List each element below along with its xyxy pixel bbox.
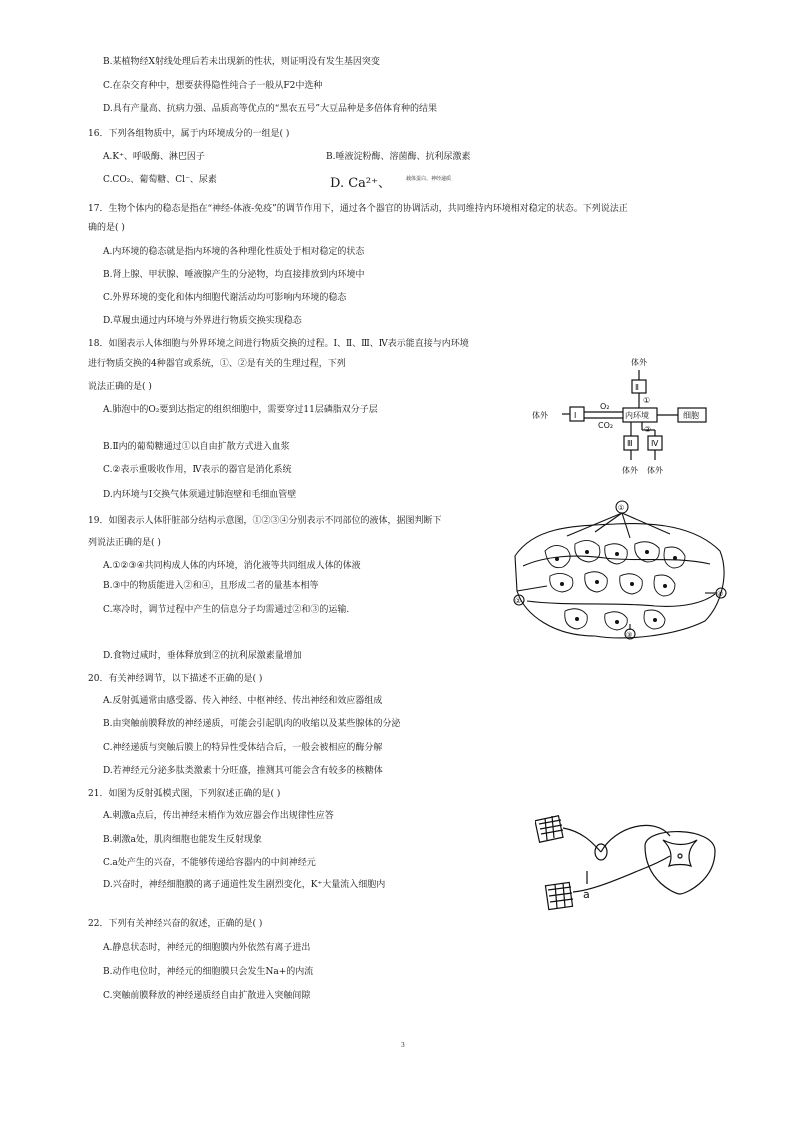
q22-option-a: A.静息状态时，神经元的细胞膜内外依然有离子进出	[103, 943, 311, 953]
fig18-box-1	[570, 407, 584, 421]
q15-option-d: D.具有产量高、抗病力强、品质高等优点的“黑农五号”大豆品种是多倍体育种的结果	[103, 104, 437, 114]
fig19-label-3: ③	[626, 631, 633, 639]
q17-option-b: B.肾上腺、甲状腺、唾液腺产生的分泌物，均直接排放到内环境中	[103, 270, 365, 280]
q20-option-d: D.若神经元分泌多肽类激素十分旺盛，推测其可能会含有较多的核糖体	[103, 766, 383, 776]
fig18-box-3-label: Ⅲ	[627, 439, 633, 448]
fig18-cell: 细胞	[683, 411, 699, 420]
q22-option-b: B.动作电位时，神经元的细胞膜只会发生Na+的内流	[103, 967, 314, 977]
fig18-outside-top: 体外	[631, 358, 647, 367]
fig18-p2: ②	[644, 425, 652, 434]
fig18-box-1-label: Ⅰ	[574, 411, 577, 420]
q17-option-d: D.草履虫通过内环境与外界进行物质交换实现稳态	[103, 316, 302, 326]
fig18-box-4-label: Ⅳ	[651, 439, 659, 448]
fig18-outside-bottom-2: 体外	[647, 466, 663, 475]
q18-stem: 18．如图表示人体细胞与外界环境之间进行物质交换的过程。Ⅰ、Ⅱ、Ⅲ、Ⅳ表示能直接与内环境	[88, 339, 469, 349]
q21-option-a: A.刺激a点后，传出神经末梢作为效应器会作出规律性应答	[103, 811, 334, 821]
q16-option-a: A.K⁺、呼吸酶、淋巴因子	[103, 152, 205, 162]
q18-option-c: C.②表示重吸收作用，Ⅳ表示的器官是消化系统	[103, 465, 292, 475]
fig21-muscle-top	[535, 816, 563, 843]
fig21-reflex-arc	[535, 806, 725, 916]
fig21-muscle-bottom	[545, 882, 573, 909]
fig18-outside-left: 体外	[532, 411, 548, 420]
q19-option-b: B.③中的物质能进入②和④，且形成二者的量基本相等	[103, 581, 319, 591]
q15-option-c: C.在杂交育种中，想要获得隐性纯合子一般从F2中选种	[103, 81, 323, 91]
q19-option-a: A.①②③④共同构成人体的内环境，消化液等共同组成人体的体液	[103, 561, 361, 571]
q22-option-c: C.突触前膜释放的神经递质经自由扩散进入突触间隙	[103, 991, 311, 1001]
page-number: 3	[401, 1042, 405, 1049]
fig19-label-4: ④	[717, 590, 724, 598]
q17-option-a: A.内环境的稳态就是指内环境的各种理化性质处于相对稳定的状态	[103, 247, 365, 257]
fig18-box-2-label: Ⅱ	[635, 383, 639, 392]
fig19-liver-diagram	[505, 496, 735, 646]
fig18-outside-bottom-1: 体外	[622, 466, 638, 475]
fig18-co2: CO₂	[598, 421, 614, 430]
fig21-spinal-cord	[645, 832, 715, 894]
q18-option-b: B.Ⅱ内的葡萄糖通过①以自由扩散方式进入血浆	[103, 442, 290, 452]
fig19-label-2: ②	[515, 597, 522, 605]
q19-stem: 19．如图表示人体肝脏部分结构示意图，①②③④分别表示不同部位的液体，据图判断下	[88, 516, 442, 526]
q17-stem: 17．生物个体内的稳态是指在“神经-体液-免疫”的调节作用下，通过各个器官的协调活动，共同维持内环境相对稳定的状态。下列说法正	[88, 204, 628, 214]
q21-stem: 21．如图为反射弧模式图，下列叙述正确的是( )	[88, 789, 281, 799]
fig19-label-1: ①	[618, 504, 625, 512]
fig18-env: 内环境	[625, 411, 649, 420]
q21-option-c: C.a处产生的兴奋，不能够传递给容器内的中间神经元	[103, 858, 316, 868]
fig18-o2: O₂	[600, 402, 610, 411]
q19-stem-cont: 列说法正确的是( )	[88, 538, 161, 548]
q21-option-d: D.兴奋时，神经细胞膜的离子通道性发生剧烈变化，K⁺大量流入细胞内	[103, 880, 386, 890]
q18-stem-cont: 进行物质交换的4种器官或系统，①、②是有关的生理过程，下列	[88, 359, 346, 369]
q17-stem-cont: 确的是( )	[88, 223, 125, 233]
q18-option-d: D.内环境与Ⅰ交换气体须通过肺泡壁和毛细血管壁	[103, 490, 297, 500]
q22-stem: 22．下列有关神经兴奋的叙述，正确的是( )	[88, 919, 263, 929]
q19-option-c: C.寒冷时，调节过程中产生的信息分子均需通过②和③的运输.	[103, 605, 350, 615]
q18-stem-cont2: 说法正确的是( )	[88, 382, 152, 392]
q20-stem: 20．有关神经调节，以下描述不正确的是( )	[88, 674, 263, 684]
q16-option-d-small: 载体蛋白、神经递质	[406, 176, 452, 182]
fig18-p1: ①	[643, 396, 651, 405]
q16-option-d: D. Ca²⁺、	[330, 176, 391, 191]
q16-option-b: B.唾液淀粉酶、溶菌酶、抗利尿激素	[326, 152, 471, 162]
q20-option-a: A.反射弧通常由感受器、传入神经、中枢神经、传出神经和效应器组成	[103, 696, 383, 706]
q20-option-c: C.神经递质与突触后膜上的特异性受体结合后，一般会被相应的酶分解	[103, 743, 383, 753]
q17-option-c: C.外界环境的变化和体内细胞代谢活动均可影响内环境的稳态	[103, 293, 347, 303]
q19-option-d: D.食物过咸时，垂体释放到②的抗利尿激素量增加	[103, 651, 302, 661]
fig21-label-a: a	[583, 888, 590, 901]
q20-option-b: B.由突触前膜释放的神经递质，可能会引起肌肉的收缩以及某些腺体的分泌	[103, 719, 401, 729]
q18-option-a: A.肺泡中的O₂要到达指定的组织细胞中，需要穿过11层磷脂双分子层	[103, 405, 378, 415]
q21-option-b: B.刺激a处，肌肉细胞也能发生反射现象	[103, 835, 262, 845]
q15-option-b: B.某植物经X射线处理后若未出现新的性状，则证明没有发生基因突变	[103, 57, 380, 67]
q16-stem: 16．下列各组物质中，属于内环境成分的一组是( )	[88, 129, 290, 139]
q16-option-c: C.CO₂、葡萄糖、Cl⁻、尿素	[103, 175, 217, 185]
fig18-exchange-diagram	[532, 352, 722, 482]
